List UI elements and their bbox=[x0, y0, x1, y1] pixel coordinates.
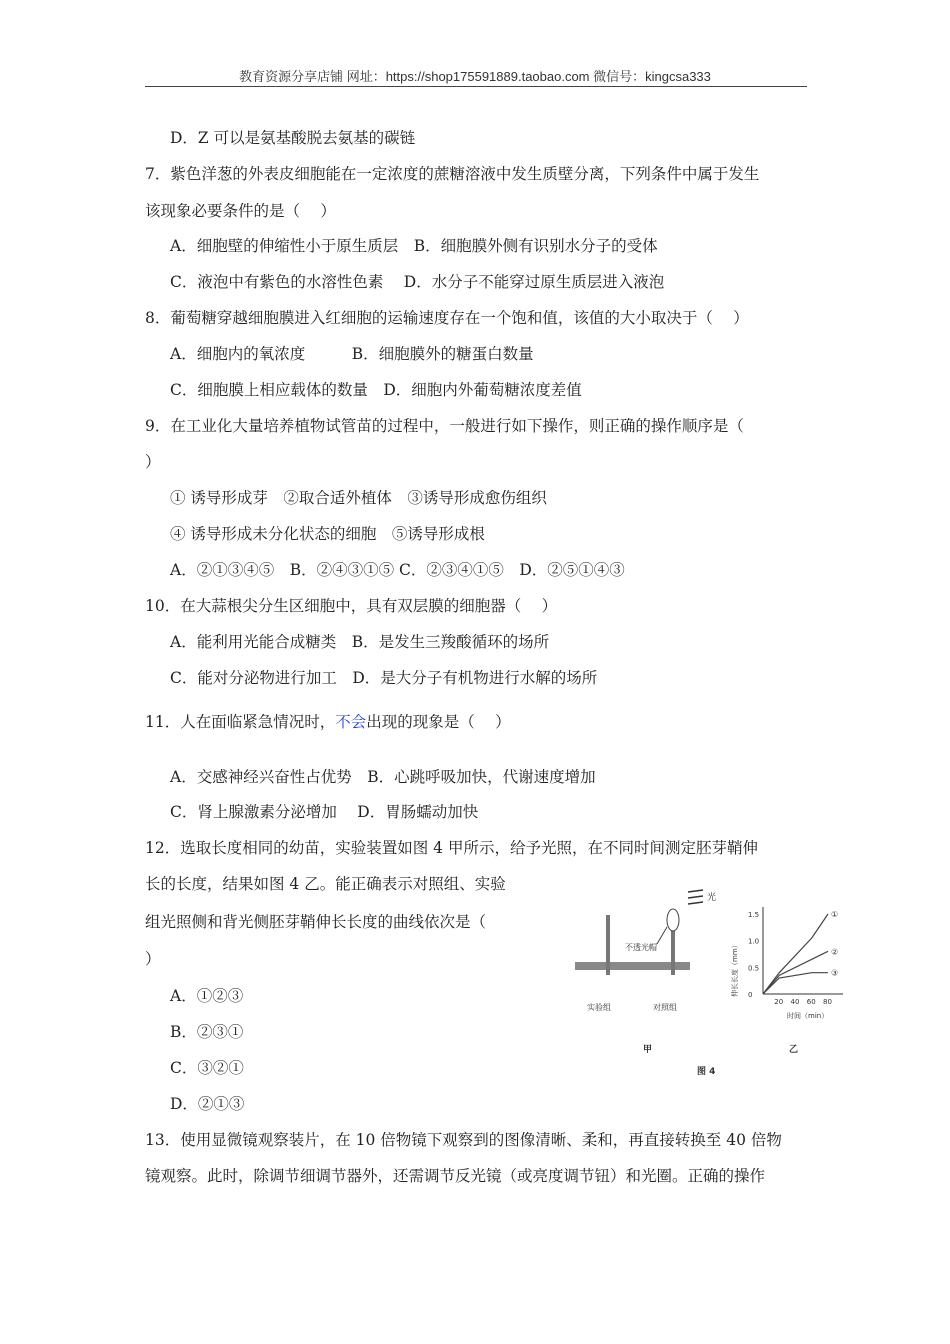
text-line: 镜观察。此时，除调节细调节器外，还需调节反光镜（或亮度调节钮）和光圈。正确的操作 bbox=[145, 1167, 766, 1185]
x-axis-label: 时间（min） bbox=[787, 1012, 829, 1020]
y-axis-label: 伸长长度（mm） bbox=[731, 941, 739, 997]
text-line: C．能对分泌物进行加工 D．是大分子有机物进行水解的场所 bbox=[170, 669, 598, 687]
x-tick-label: 60 bbox=[806, 998, 816, 1006]
y-tick-label: 0 bbox=[748, 991, 753, 999]
curve-label: ③ bbox=[831, 968, 839, 978]
text-line: 10．在大蒜根尖分生区细胞中，具有双层膜的细胞器（ ） bbox=[145, 597, 558, 615]
control-group-label: 对照组 bbox=[653, 1003, 677, 1012]
text-line: A．②①③④⑤ B．②④③①⑤ C．②③④①⑤ D．②⑤①④③ bbox=[170, 561, 625, 579]
text-line: A．细胞内的氧浓度 B．细胞膜外的糖蛋白数量 bbox=[170, 345, 534, 363]
y-tick-label: 1.0 bbox=[748, 937, 760, 946]
text-line: D．Z 可以是氨基酸脱去氨基的碳链 bbox=[170, 129, 416, 147]
text-line: D．②①③ bbox=[170, 1095, 245, 1113]
text-line: A．能利用光能合成糖类 B．是发生三羧酸循环的场所 bbox=[170, 633, 550, 651]
text-line: ） bbox=[145, 453, 161, 471]
curve-label: ② bbox=[831, 947, 839, 957]
text-line: A．①②③ bbox=[170, 987, 244, 1005]
text-line: B．②③① bbox=[170, 1023, 244, 1041]
text-line: ① 诱导形成芽 ②取合适外植体 ③诱导形成愈伤组织 bbox=[170, 489, 547, 507]
text-line: C．③②① bbox=[170, 1059, 244, 1077]
seedling-control bbox=[671, 927, 675, 975]
figure-4 bbox=[565, 882, 865, 1082]
light-arrows-icon bbox=[688, 890, 703, 904]
q11-text: 11．人在面临紧急情况时， bbox=[145, 713, 336, 731]
text-line: A．细胞壁的伸缩性小于原生质层 B．细胞膜外侧有识别水分子的受体 bbox=[170, 237, 658, 255]
text-line: 8．葡萄糖穿越细胞膜进入红细胞的运输速度存在一个饱和值，该值的大小取决于（ ） bbox=[145, 309, 749, 327]
text-line: 7．紫色洋葱的外表皮细胞能在一定浓度的蔗糖溶液中发生质壁分离，下列条件中属于发生 bbox=[145, 165, 760, 183]
text-line: C．肾上腺激素分泌增加 D．胃肠蠕动加快 bbox=[170, 803, 479, 821]
x-tick-label: 80 bbox=[823, 998, 832, 1006]
light-label: 光 bbox=[707, 893, 717, 903]
text-line: 该现象必要条件的是（ ） bbox=[145, 202, 336, 220]
q11-emphasis: 不会 bbox=[335, 713, 367, 731]
header-rule bbox=[145, 86, 807, 87]
x-tick-label: 20 bbox=[774, 998, 784, 1006]
sub-figure-jia: 甲 bbox=[643, 1045, 653, 1055]
text-line: 组光照侧和背光侧胚芽鞘伸长长度的曲线依次是（ bbox=[145, 913, 487, 931]
text-line: 12．选取长度相同的幼苗，实验装置如图 4 甲所示，给予光照，在不同时间测定胚芽鞘伸 bbox=[145, 839, 758, 857]
seedling-experiment bbox=[606, 915, 610, 975]
text-line: A．交感神经兴奋性占优势 B．心跳呼吸加快，代谢速度增加 bbox=[170, 768, 596, 786]
sub-figure-yi: 乙 bbox=[789, 1045, 799, 1055]
y-tick-label: 1.5 bbox=[748, 911, 760, 919]
experiment-group-label: 实验组 bbox=[587, 1003, 611, 1012]
text-line: 长的长度，结果如图 4 乙。能正确表示对照组、实验 bbox=[145, 875, 506, 893]
q11-text-end: 出现的现象是（ ） bbox=[366, 713, 511, 731]
text-line: ） bbox=[145, 950, 161, 968]
text-line: C．液泡中有紫色的水溶性色素 D．水分子不能穿过原生质层进入液泡 bbox=[170, 273, 665, 291]
question-11 bbox=[145, 712, 511, 732]
text-line: C．细胞膜上相应载体的数量 D．细胞内外葡萄糖浓度差值 bbox=[170, 381, 582, 399]
figure-title: 图 4 bbox=[697, 1067, 716, 1077]
y-tick-label: 0.5 bbox=[748, 964, 760, 973]
page-header: 教育资源分享店铺 网址：https://shop175591889.taobao.com 微信号：kingcsa333 bbox=[239, 69, 711, 84]
cap-label: 不透光帽 bbox=[625, 943, 657, 952]
text-line: ④ 诱导形成未分化状态的细胞 ⑤诱导形成根 bbox=[170, 525, 485, 543]
x-tick-label: 40 bbox=[790, 998, 800, 1006]
text-line: 9．在工业化大量培养植物试管苗的过程中，一般进行如下操作，则正确的操作顺序是（ bbox=[145, 417, 744, 435]
text-line: 13．使用显微镜观察装片，在 10 倍物镜下观察到的图像清晰、柔和，再直接转换至 40 倍物 bbox=[145, 1131, 782, 1149]
opaque-cap bbox=[667, 909, 679, 931]
curve-label: ① bbox=[831, 910, 839, 919]
